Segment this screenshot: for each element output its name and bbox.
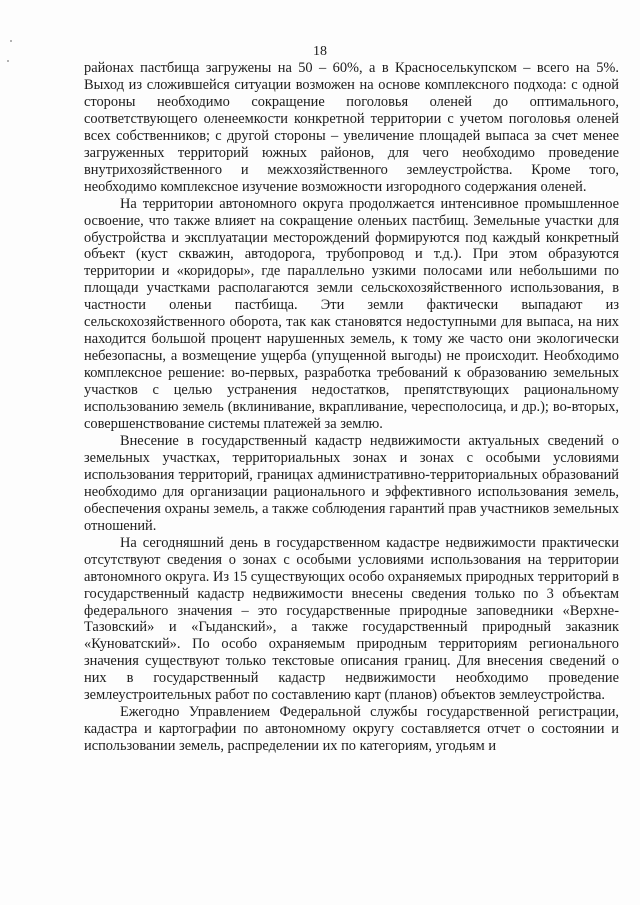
body-text bbox=[84, 60, 619, 755]
paragraph: На сегодняшний день в государственном кадастре недвижимости практически отсутствуют сведения о зонах с особыми условиями использования на территории автономного округа. Из 15 существующих особо охраняемых природных территорий в государственный кадастр недвижимости внесены сведения только по 3 объектам федерального значения – это государственные природные заповедники «Верхне-Тазовский» и «Гыданский», а также государственный природный заказник «Куноватский». По особо охраняемым природным территориям регионального значения существуют только текстовые описания границ. Для внесения сведений о них в государственный кадастр недвижимости необходимо проведение землеустроительных работ по составлению карт (планов) объектов землеустройства. bbox=[84, 534, 619, 704]
paragraph: Внесение в государственный кадастр недвижимости актуальных сведений о земельных участках, территориальных зонах и зонах с особыми условиями использования территорий, границах административно-территориальных образований необходимо для организации рационального и эффективного использования земель, обеспечения охраны земель, а также соблюдения гарантий прав участников земельных отношений. bbox=[84, 432, 619, 534]
paragraph: районах пастбища загружены на 50 – 60%, а в Красноселькупском – всего на 5%. Выход из сложившейся ситуации возможен на основе комплексного подхода: с одной стороны необходимо сокращение поголовья оленей до оптимального, соответствующего оленеемкости конкретной территории с учетом поголовья оленей всех собственников; с другой стороны – увеличение площадей выпаса за счет менее загруженных территорий южных районов, для чего необходимо проведение внутрихозяйственного и межхозяйственного землеустройства. Кроме того, необходимо комплексное изучение возможности изгородного содержания оленей. bbox=[84, 60, 619, 195]
page-number: 18 bbox=[313, 44, 327, 59]
scan-speck bbox=[10, 40, 12, 42]
paragraph: На территории автономного округа продолжается интенсивное промышленное освоение, что также влияет на сокращение оленьих пастбищ. Земельные участки для обустройства и эксплуатации месторождений формируются под каждый конкретный объект (куст скважин, автодорога, трубопровод и т.д.). При этом образуются территории и «коридоры», где параллельно узкими полосами или небольшими по площади участками располагаются земли сельскохозяйственного использования, в частности оленьи пастбища. Эти земли фактически выпадают из сельскохозяйственного оборота, так как становятся недоступными для выпаса, на них находится большой процент нарушенных земель, к тому же часто они экологически небезопасны, а возмещение ущерба (упущенной выгоды) не происходит. Необходимо комплексное решение: во-первых, разработка требований к образованию земельных участков с целью устранения недостатков, препятствующих рациональному использованию земель (вклинивание, вкрапливание, чересполосица, и др.); во-вторых, совершенствование системы платежей за землю. bbox=[84, 195, 619, 433]
scan-speck bbox=[7, 60, 9, 62]
paragraph: Ежегодно Управлением Федеральной службы государственной регистрации, кадастра и картографии по автономному округу составляется отчет о состоянии и использовании земель, распределении их по категориям, угодьям и bbox=[84, 704, 619, 755]
